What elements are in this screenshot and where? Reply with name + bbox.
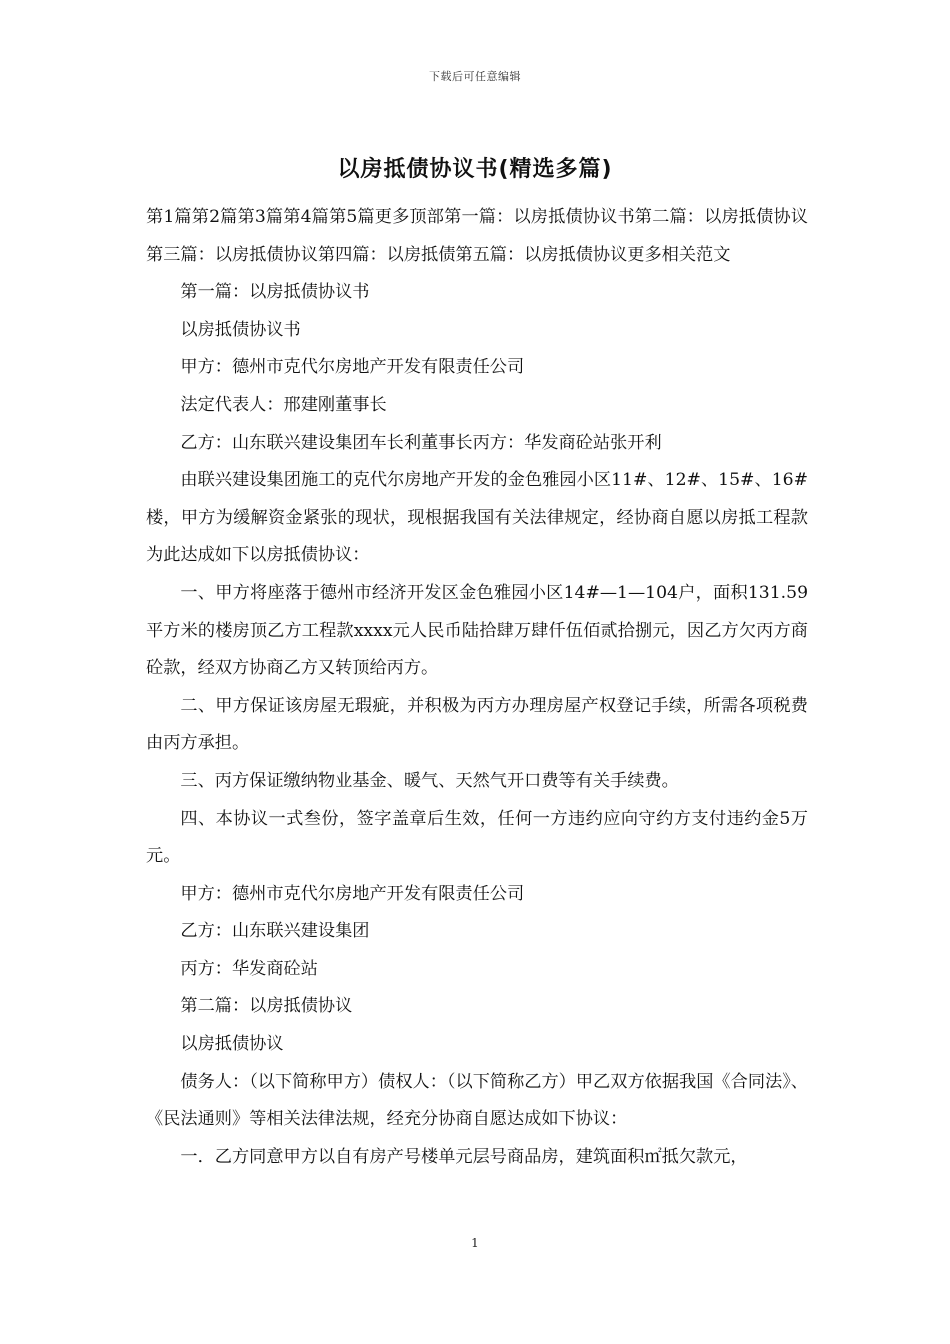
clause-4: 四、本协议一式叁份，签字盖章后生效，任何一方违约应向守约方支付违约金5万元。 — [146, 808, 808, 867]
clause-1: 一、甲方将座落于德州市经济开发区金色雅园小区14#—1—104户，面积131.59平方米的楼房顶乙方工程款xxxx元人民币陆拾肆万肆仟伍佰贰拾捌元，因乙方欠丙方商砼款，经双方协商乙方又转顶给丙方。 — [146, 582, 808, 679]
signature-party-b: 乙方：山东联兴建设集团 — [180, 921, 370, 942]
clause-3: 三、丙方保证缴纳物业基金、暖气、天然气开口费等有关手续费。 — [180, 770, 679, 791]
subtitle-1: 以房抵债协议书 — [180, 319, 301, 340]
subtitle-2: 以房抵债协议 — [180, 1034, 284, 1055]
legal-representative: 法定代表人：邢建刚董事长 — [180, 394, 387, 415]
party-b-c: 乙方：山东联兴建设集团车长利董事长丙方：华发商砼站张开利 — [180, 432, 662, 453]
parties-paragraph-2: 债务人：（以下简称甲方）债权人：（以下简称乙方）甲乙双方依据我国《合同法》、《民法通则》等相关法律法规，经充分协商自愿达成如下协议： — [146, 1071, 808, 1130]
signature-party-a: 甲方：德州市克代尔房地产开发有限责任公司 — [180, 883, 525, 904]
page-number: 1 — [471, 1236, 479, 1250]
toc-paragraph: 第1篇第2篇第3篇第4篇第5篇更多顶部第一篇：以房抵债协议书第二篇：以房抵债协议第三篇：以房抵债协议第四篇：以房抵债第五篇：以房抵债协议更多相关范文 — [146, 207, 808, 265]
document-body — [146, 199, 808, 1176]
header-note: 下载后可任意编辑 — [429, 70, 521, 83]
section-heading-1: 第一篇：以房抵债协议书 — [180, 282, 370, 303]
intro-paragraph: 由联兴建设集团施工的克代尔房地产开发的金色雅园小区11#、12#、15#、16#楼，甲方为缓解资金紧张的现状，现根据我国有关法律规定，经协商自愿以房抵工程款为此达成如下以房抵债协议： — [146, 470, 808, 566]
section-heading-2: 第二篇：以房抵债协议 — [180, 996, 353, 1017]
clause-2: 二、甲方保证该房屋无瑕疵，并积极为丙方办理房屋产权登记手续，所需各项税费由丙方承担。 — [146, 695, 808, 754]
party-a: 甲方：德州市克代尔房地产开发有限责任公司 — [180, 357, 525, 378]
clause-2-1: 一．乙方同意甲方以自有房产号楼单元层号商品房，建筑面积㎡抵欠款元， — [180, 1146, 748, 1167]
document-title: 以房抵债协议书(精选多篇) — [337, 157, 613, 182]
signature-party-c: 丙方：华发商砼站 — [180, 958, 318, 979]
